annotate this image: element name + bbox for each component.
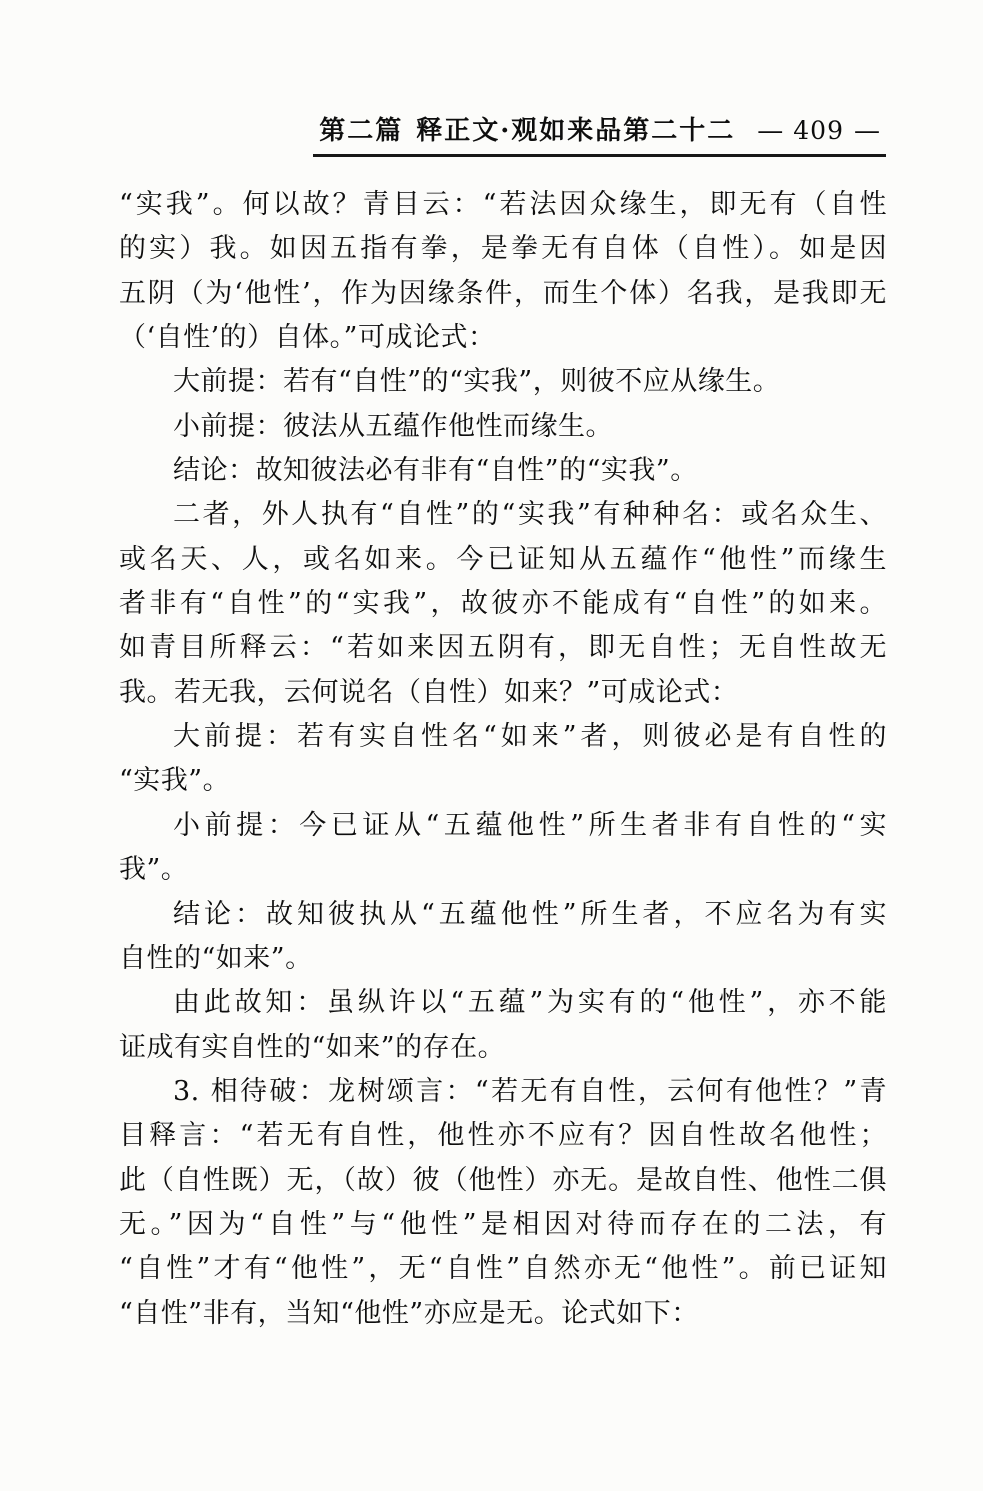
text-line: 结论：故知彼执从“五蕴他性”所生者，不应名为有实: [173, 898, 887, 930]
text-line: 小前提：今已证从“五蕴他性”所生者非有自性的“实: [173, 809, 887, 841]
text-line: 目释言：“若无有自性，他性亦不应有？因自性故名他性；: [119, 1120, 887, 1152]
text-line: 由此故知：虽纵许以“五蕴”为实有的“他性”，亦不能: [173, 987, 887, 1019]
text-line: 的实）我。如因五指有拳，是拳无有自体（自性）。如是因: [119, 233, 887, 265]
text-line: 大前提：若有实自性名“如来”者，则彼必是有自性的: [173, 721, 887, 753]
text-line: 五阴（为‘他性’，作为因缘条件，而生个体）名我，是我即无: [119, 277, 887, 309]
page-header: [313, 110, 886, 157]
text-line: “实我”。: [119, 765, 231, 797]
text-line: 二者，外人执有“自性”的“实我”有种种名：或名众生、: [173, 499, 887, 531]
text-line: “自性”才有“他性”，无“自性”自然亦无“他性”。前已证知: [119, 1253, 887, 1285]
header-dash-right: —: [854, 116, 880, 146]
header-chapter: 释正文·观如来品第二十二: [416, 116, 736, 146]
text-line: 结论：故知彼法必有非有“自性”的“实我”。: [173, 455, 698, 487]
text-line: 无。”因为“自性”与“他性”是相因对待而存在的二法，有: [119, 1208, 887, 1240]
text-line: 此（自性既）无，（故）彼（他性）亦无。是故自性、他性二俱: [119, 1164, 887, 1196]
text-line: 我。若无我，云何说名（自性）如来？”可成论式：: [119, 676, 739, 708]
header-section: 第二篇: [319, 116, 404, 146]
page-number: 409: [793, 116, 844, 145]
text-line: “实我”。何以故？青目云：“若法因众缘生，即无有（自性: [119, 189, 887, 220]
text-line: （‘自性’的）自体。”可成论式：: [119, 322, 496, 354]
text-line: 我”。: [119, 854, 189, 886]
text-line: 或名天、人，或名如来。今已证知从五蕴作“他性”而缘生: [119, 543, 887, 575]
text-line: 小前提：彼法从五蕴作他性而缘生。: [173, 410, 613, 442]
header-dash-left: —: [757, 116, 784, 146]
text-line: 大前提：若有“自性”的“实我”，则彼不应从缘生。: [173, 366, 781, 398]
page-body: [119, 183, 887, 1336]
text-line: 证成有实自性的“如来”的存在。: [119, 1031, 506, 1063]
text-line: 3. 相待破：龙树颂言：“若无有自性，云何有他性？”青: [173, 1075, 887, 1107]
text-line: 者非有“自性”的“实我”，故彼亦不能成有“自性”的如来。: [119, 588, 887, 620]
text-line: “自性”非有，当知“他性”亦应是无。论式如下：: [119, 1297, 699, 1329]
text-line: 如青目所释云：“若如来因五阴有，即无自性；无自性故无: [119, 632, 887, 664]
text-line: 自性的“如来”。: [119, 942, 313, 974]
